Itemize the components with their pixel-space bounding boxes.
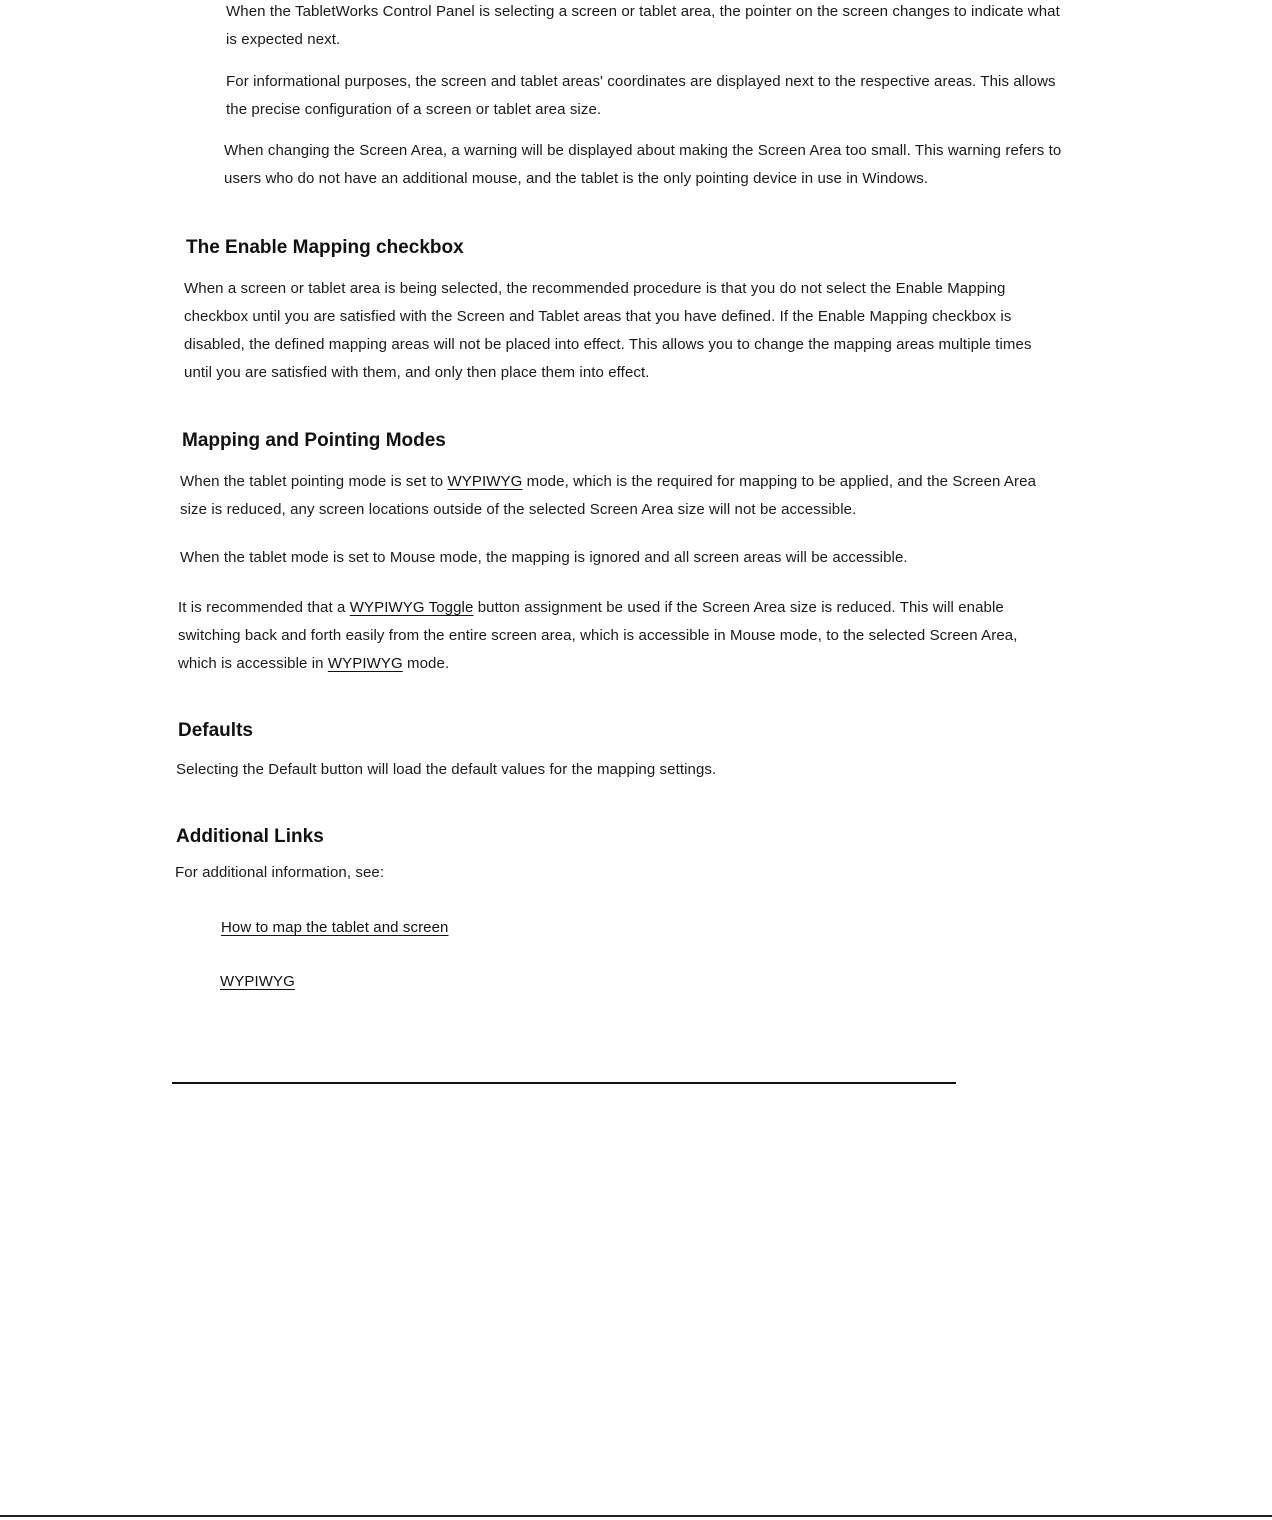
text-line: checkbox until you are satisfied with the Screen and Tablet areas that you have defined. If the Enable Mapping checkbox is — [184, 308, 1012, 325]
link-item — [220, 968, 295, 996]
defaults-paragraph: Selecting the Default button will load the default values for the mapping settings. — [176, 761, 717, 778]
text-line: the precise configuration of a screen or tablet area size. — [226, 101, 602, 118]
text-line: When a screen or tablet area is being selected, the recommended procedure is that you do not select the Enable Mapping — [184, 280, 1006, 297]
intro-paragraph-2 — [226, 68, 1056, 124]
text-line: switching back and forth easily from the entire screen area, which is accessible in Mouse mode, to the selected Screen Area, — [178, 627, 1018, 644]
how-to-map-link[interactable]: How to map the tablet and screen — [221, 919, 449, 936]
modes-paragraph-2: When the tablet mode is set to Mouse mode, the mapping is ignored and all screen areas will be accessible. — [180, 549, 908, 566]
text-line: is expected next. — [226, 31, 341, 48]
text-line: users who do not have an additional mouse, and the tablet is the only pointing device in use in Windows. — [224, 170, 929, 187]
text-fragment: It is recommended that a — [178, 599, 350, 616]
text-fragment: button assignment be used if the Screen Area size is reduced. This will enable — [473, 599, 1004, 616]
additional-links-heading: Additional Links — [176, 826, 324, 847]
text-line: until you are satisfied with them, and only then place them into effect. — [184, 364, 650, 381]
modes-heading: Mapping and Pointing Modes — [182, 430, 446, 451]
text-line: size is reduced, any screen locations outside of the selected Screen Area size will not be accessible. — [180, 501, 857, 518]
additional-links-intro: For additional information, see: — [175, 864, 385, 881]
text-fragment: which is accessible in — [178, 655, 328, 672]
wypiwyg-toggle-link[interactable]: WYPIWYG Toggle — [349, 599, 474, 616]
text-line: When the TabletWorks Control Panel is selecting a screen or tablet area, the pointer on the screen changes to indicate what — [226, 3, 1060, 20]
wypiwyg-link[interactable]: WYPIWYG — [447, 473, 523, 490]
enable-mapping-heading: The Enable Mapping checkbox — [186, 237, 464, 258]
modes-paragraph-3 — [178, 594, 1018, 678]
text-fragment: mode. — [402, 655, 450, 672]
modes-paragraph-1 — [180, 468, 1036, 524]
text-fragment: mode, which is the required for mapping to be applied, and the Screen Area — [522, 473, 1037, 490]
text-line: disabled, the defined mapping areas will not be placed into effect. This allows you to change the mapping areas multiple times — [184, 336, 1032, 353]
text-fragment: When the tablet pointing mode is set to — [180, 473, 448, 490]
defaults-heading: Defaults — [178, 720, 253, 741]
intro-paragraph-1 — [226, 0, 1060, 54]
section-divider — [172, 1082, 956, 1084]
intro-paragraph-3 — [224, 137, 1061, 193]
text-line: When changing the Screen Area, a warning will be displayed about making the Screen Area too small. This warning refers to — [224, 142, 1062, 159]
wypiwyg-link[interactable]: WYPIWYG — [220, 973, 295, 990]
page-bottom-border — [0, 1515, 1272, 1517]
wypiwyg-link[interactable]: WYPIWYG — [327, 655, 403, 672]
enable-mapping-paragraph — [184, 275, 1032, 387]
text-line: For informational purposes, the screen and tablet areas' coordinates are displayed next to the respective areas. This allows — [226, 73, 1056, 90]
link-item — [221, 914, 449, 942]
